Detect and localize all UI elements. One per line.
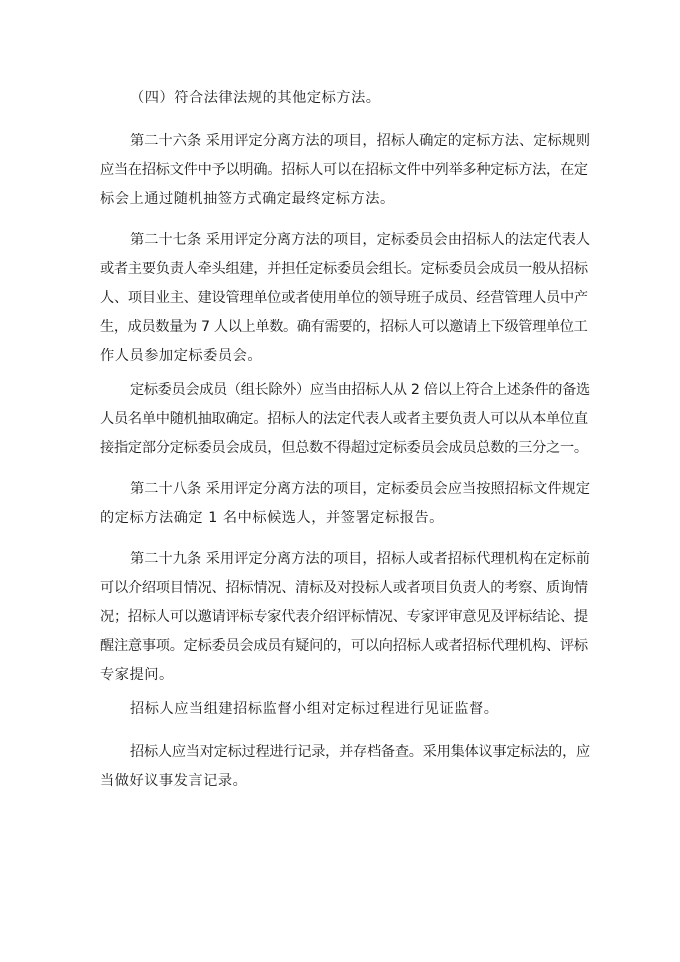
text-line: 应当在招标文件中予以明确。招标人可以在招标文件中列举多种定标方法，在定: [100, 162, 588, 178]
text-line: 定标委员会成员（组长除外）应当由招标人从 2 倍以上符合上述条件的备选: [130, 382, 590, 398]
paragraph-committee-members: [100, 376, 590, 463]
text-line: 人员名单中随机抽取确定。招标人的法定代表人或者主要负责人可以从本单位直: [100, 411, 588, 427]
paragraph-article-28: [100, 475, 590, 533]
text-line: 生，成员数量为 7 人以上单数。确有需要的，招标人可以邀请上下级管理单位工: [100, 319, 588, 335]
text-line: （四）符合法律法规的其他定标方法。: [130, 90, 381, 106]
text-line: 况；招标人可以邀请评标专家代表介绍评标情况、专家评审意见及评标结论、提: [100, 609, 588, 625]
paragraph-article-27: [100, 226, 590, 371]
text-line: 人、项目业主、建设管理单位或者使用单位的领导班子成员、经营管理人员中产: [100, 290, 588, 306]
text-line: 作人员参加定标委员会。: [100, 348, 263, 364]
paragraph-method-four: [100, 84, 590, 113]
text-line: 第二十九条 采用评定分离方法的项目，招标人或者招标代理机构在定标前: [130, 551, 591, 567]
text-line: 接指定部分定标委员会成员，但总数不得超过定标委员会成员总数的三分之一。: [100, 440, 588, 456]
text-line: 标会上通过随机抽签方式确定最终定标方法。: [100, 191, 395, 207]
text-line: 醒注意事项。定标委员会成员有疑问的，可以向招标人或者招标代理机构、评标: [100, 638, 588, 654]
paragraph-article-29: [100, 545, 590, 690]
text-line: 当做好议事发言记录。: [100, 773, 248, 789]
text-line: 第二十八条 采用评定分离方法的项目，定标委员会应当按照招标文件规定: [130, 481, 591, 497]
paragraph-article-26: [100, 127, 590, 214]
text-line: 可以介绍项目情况、招标情况、清标及对投标人或者项目负责人的考察、质询情: [100, 580, 588, 596]
paragraph-supervision: [100, 695, 590, 724]
text-line: 的定标方法确定 1 名中标候选人，并签署定标报告。: [100, 510, 444, 526]
text-line: 第二十七条 采用评定分离方法的项目，定标委员会由招标人的法定代表人: [130, 232, 591, 248]
text-line: 专家提问。: [100, 667, 174, 683]
text-line: 招标人应当对定标过程进行记录，并存档备查。采用集体议事定标法的，应: [130, 744, 590, 760]
paragraph-records: [100, 738, 590, 796]
text-line: 第二十六条 采用评定分离方法的项目，招标人确定的定标方法、定标规则: [130, 133, 591, 149]
text-line: 或者主要负责人牵头组建，并担任定标委员会组长。定标委员会成员一般从招标: [100, 261, 588, 277]
text-line: 招标人应当组建招标监督小组对定标过程进行见证监督。: [130, 701, 499, 717]
